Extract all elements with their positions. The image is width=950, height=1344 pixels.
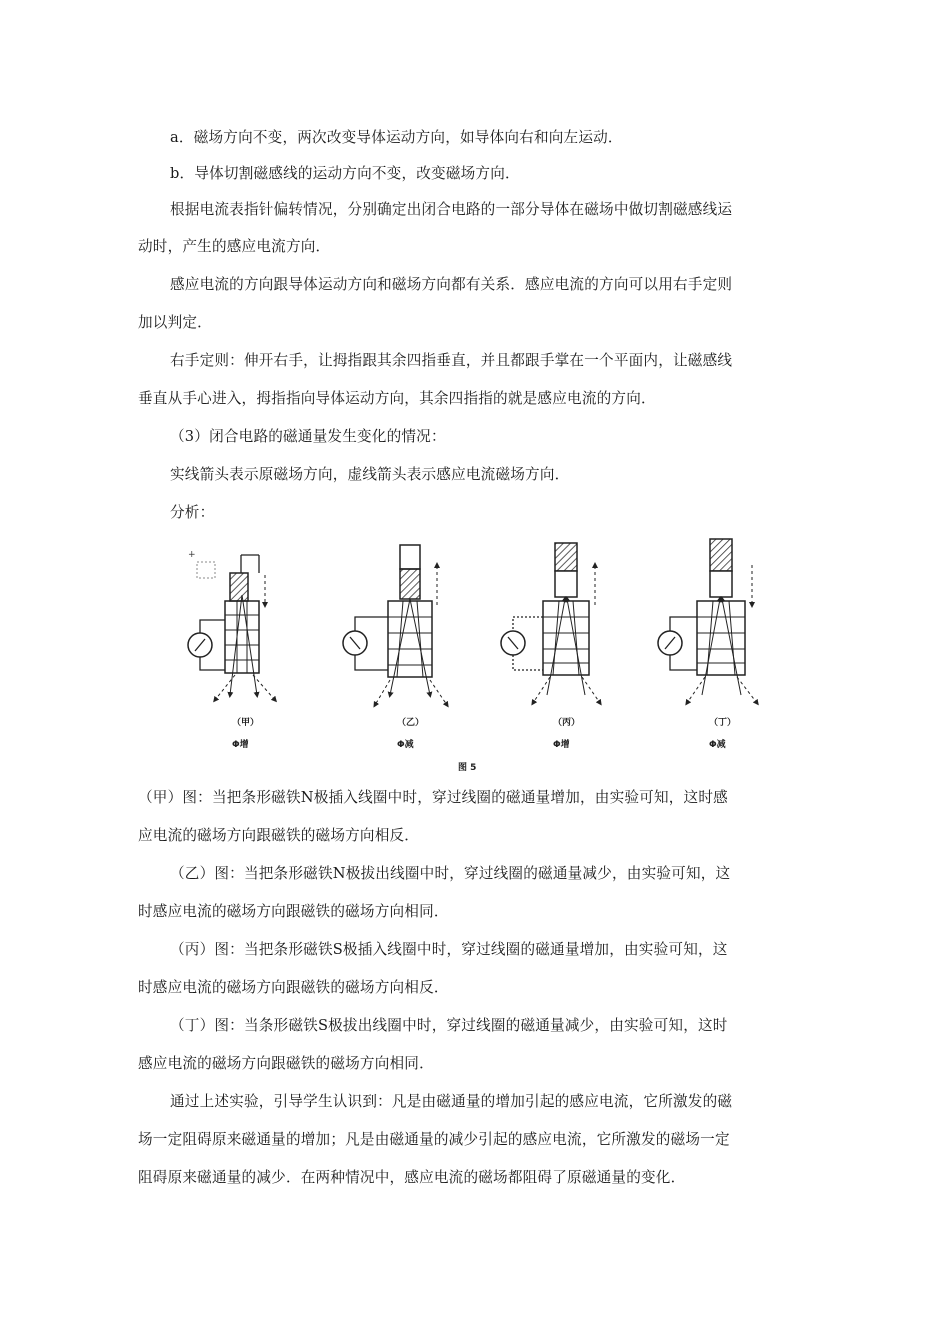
text-line: （乙）图：当把条形磁铁N极拔出线圈中时，穿过线圈的磁通量减少，由实验可知，这: [170, 865, 731, 882]
text-line: 根据电流表指针偏转情况，分别确定出闭合电路的一部分导体在磁场中做切割磁感线运: [170, 201, 733, 218]
text-line: 实线箭头表示原磁场方向，虚线箭头表示感应电流磁场方向．: [170, 466, 570, 483]
text-line: 垂直从手心进入，拇指指向导体运动方向，其余四指指的就是感应电流的方向．: [138, 390, 656, 407]
panel-note: Φ增: [553, 740, 570, 750]
text-line: 加以判定．: [138, 314, 212, 331]
text-line: 分析：: [170, 504, 215, 521]
magnet-s: [555, 543, 577, 571]
text-line: 右手定则：伸开右手，让拇指跟其余四指垂直，并且都跟手掌在一个平面内，让磁感线: [170, 352, 733, 369]
panel-yi: [343, 545, 447, 750]
coil: [388, 601, 432, 677]
text-line: （丙）图：当把条形磁铁S极插入线圈中时，穿过线圈的磁通量增加，由实验可知，这: [170, 941, 728, 958]
text-line: 感应电流的磁场方向跟磁铁的磁场方向相同．: [138, 1055, 434, 1072]
text-line: 时感应电流的磁场方向跟磁铁的磁场方向相反．: [138, 979, 449, 996]
panel-bing: [501, 543, 600, 750]
figure-electromagnetic-induction: [175, 535, 775, 780]
dashed-box: [197, 562, 215, 578]
magnet-n: [230, 573, 248, 601]
figure-svg: [175, 535, 775, 780]
text-line: b．导体切割磁感线的运动方向不变，改变磁场方向．: [170, 165, 520, 182]
text-line: 场一定阻碍原来磁通量的增加；凡是由磁通量的减少引起的感应电流，它所激发的磁场一定: [138, 1131, 730, 1148]
panel-note: Φ增: [232, 740, 249, 750]
panel-jia: [188, 555, 275, 750]
text-line: （3）闭合电路的磁通量发生变化的情况：: [170, 428, 446, 445]
text-line: 动时，产生的感应电流方向．: [138, 238, 331, 255]
panel-ding: [658, 539, 757, 750]
plus-mark: +: [188, 550, 196, 560]
text-line: （丁）图：当条形磁铁S极拔出线圈中时，穿过线圈的磁通量减少，由实验可知，这时: [170, 1017, 728, 1034]
text-line: 通过上述实验，引导学生认识到：凡是由磁通量的增加引起的感应电流，它所激发的磁: [170, 1093, 733, 1110]
coil: [543, 601, 589, 675]
text-line: 应电流的磁场方向跟磁铁的磁场方向相反．: [138, 827, 420, 844]
panel-label: （甲）: [232, 718, 260, 728]
panel-note: Φ减: [709, 740, 726, 750]
coil: [697, 601, 745, 675]
panel-note: Φ减: [397, 740, 414, 750]
panel-label: （乙）: [397, 718, 425, 728]
figure-caption: 图 5: [458, 763, 477, 773]
panel-label: （丁）: [709, 718, 737, 728]
panel-label: （丙）: [553, 718, 581, 728]
text-line: a．磁场方向不变，两次改变导体运动方向，如导体向右和向左运动．: [170, 129, 623, 146]
text-line: 时感应电流的磁场方向跟磁铁的磁场方向相同．: [138, 903, 449, 920]
magnet-n: [400, 569, 420, 599]
text-line: 阻碍原来磁通量的减少．在两种情况中，感应电流的磁场都阻碍了原磁通量的变化．: [138, 1169, 686, 1186]
text-line: （甲）图：当把条形磁铁N极插入线圈中时，穿过线圈的磁通量增加，由实验可知，这时感: [138, 789, 728, 806]
coil: [225, 601, 259, 673]
magnet-s: [710, 539, 732, 571]
text-line: 感应电流的方向跟导体运动方向和磁场方向都有关系．感应电流的方向可以用右手定则: [170, 276, 733, 293]
